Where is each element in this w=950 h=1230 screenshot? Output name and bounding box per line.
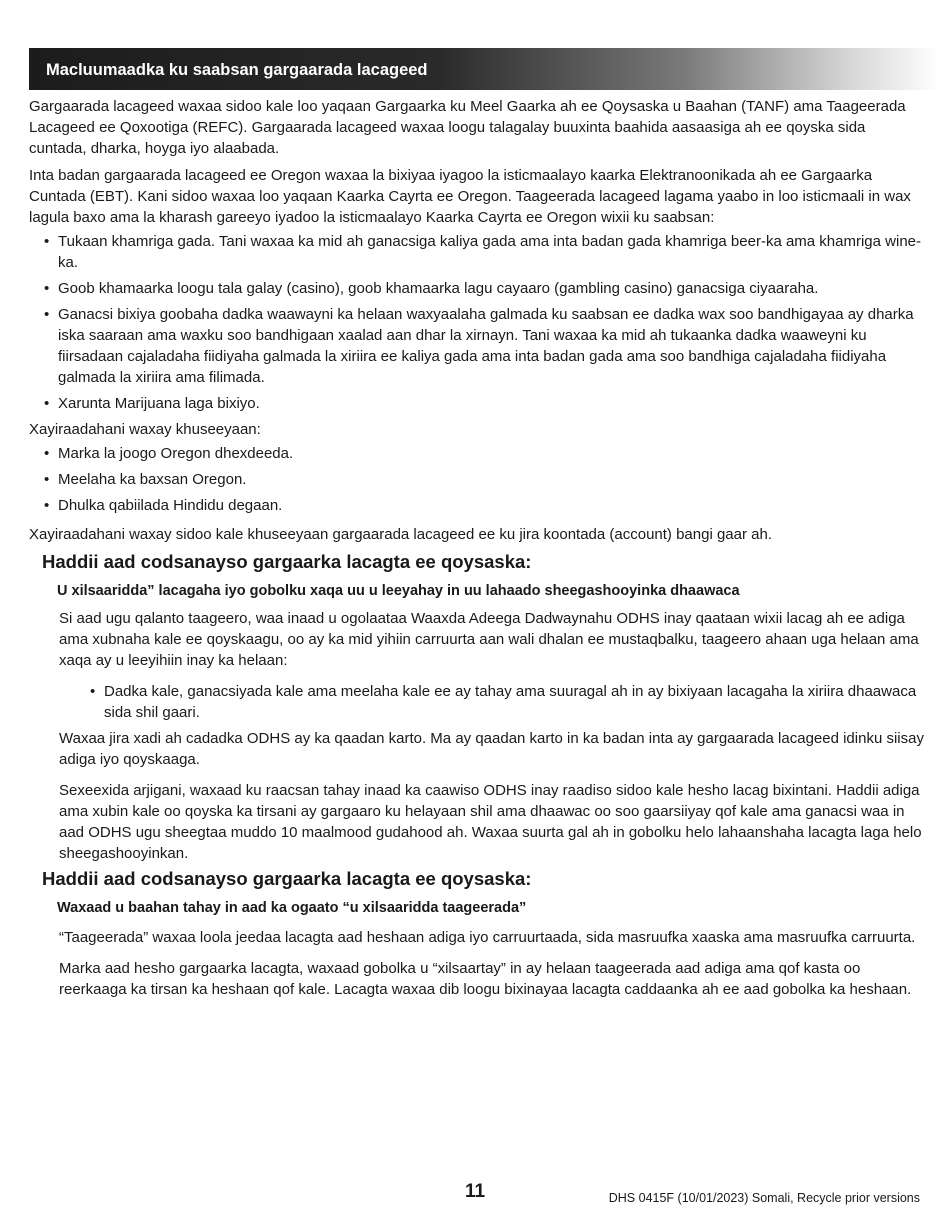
list-item: • Ganacsi bixiya goobaha dadka waawayni ka helaan waxyaalaha galmada ku saabsan ee dadka wax soo bandhigayaa ay dharka iska saaraan ama waxku soo bandhigaan xaalad aan dhar la xirnayn. Tani waxaa ka mid ah tukaanka dadka waaweyni ku fiirsadaan cajaladaha fiidiyaha galmada la xiriira ee kaliya gada ama inta badan gada ama soo bandhiga cajaladaha fiidiyaha galmada la xiriira ama filimada. (58, 304, 924, 388)
restricted-places-list (29, 231, 924, 414)
form-identifier: DHS 0415F (10/01/2023) Somali, Recycle prior versions (608, 1191, 920, 1205)
section-1-subheading: U xilsaaridda” lacagaha iyo gobolku xaqa uu u leeyahay in uu lahaado sheegashooyinka dhaawaca (57, 583, 740, 599)
list-item: • Xarunta Marijuana laga bixiyo. (58, 393, 924, 414)
list-item: • Meelaha ka baxsan Oregon. (58, 469, 924, 490)
list-item: • Dadka kale, ganacsiyada kale ama meelaha kale ee ay tahay ama suuragal ah in ay bixiyaan lacagaha la xiriira dhaawaca sida shil gaari. (104, 681, 924, 723)
section-1-heading: Haddii aad codsanayso gargaarka lacagta ee qoysaska: (42, 551, 532, 572)
intro-paragraph-2: Inta badan gargaarada lacageed ee Oregon waxaa la bixiyaa iyagoo la isticmaalayo kaarka Elektranoonikada ah ee Gargaarka Cuntada (EBT). Kani sidoo waxaa loo yaqaan Kaarka Cayrta ee Oregon. Taageerada lacageed lagama yaabo in loo isticmaali in wax lagula baxo ama la kharash gareeyo iyadoo la isticmaalayo Kaarka Cayrta ee Oregon wixii ku saabsan: (29, 167, 911, 226)
intro-paragraph-3: Xayiraadahani waxay khuseeyaan: (29, 421, 261, 438)
restriction-locations-list (29, 443, 924, 516)
section-1-body (59, 608, 924, 864)
section-banner (29, 48, 940, 90)
page-number: 11 (464, 1181, 486, 1202)
list-item: • Tukaan khamriga gada. Tani waxaa ka mid ah ganacsiga kaliya gada ama inta badan gada khamriga beer-ka ama khamriga wine-ka. (58, 231, 924, 273)
section-2-paragraph-1: “Taageerada” waxaa loola jeedaa lacagta aad heshaan adiga iyo carruurtaada, sida masruufka xaaska ama masruufka carruurta. (59, 929, 916, 946)
section-2-subheading: Waxaad u baahan tahay in aad ka ogaato “u xilsaaridda taageerada” (57, 900, 527, 916)
section-1-paragraph-1: Si aad ugu qalanto taageero, waa inaad u ogolaataa Waaxda Adeega Dadwaynahu ODHS inay qaataan wixii lacag ah ee adiga ama xubnaha kale ee qoyskaagu, oo ay ka mid yihiin carruurta aan wali dhalan ee mustaqbalku, taageero ahaan uga helaan ama xaqa ay u leeyihiin inay ka helaan: (59, 610, 919, 669)
list-item: • Goob khamaarka loogu tala galay (casino), goob khamaarka lagu cayaaro (gambling casino) ganacsiga ciyaaraha. (58, 278, 924, 299)
list-item: • Dhulka qabiilada Hindidu degaan. (58, 495, 924, 516)
intro-paragraph-4: Xayiraadahani waxay sidoo kale khuseeyaan gargaarada lacageed ee ku jira koontada (account) bangi gaar ah. (29, 526, 773, 543)
section-1-paragraph-2: Waxaa jira xadi ah cadadka ODHS ay ka qaadan karto. Ma ay qaadan karto in ka badan inta ay gargaarada lacageed idinku siisay adiga iyo qoyskaaga. (59, 730, 924, 768)
intro-paragraph-1: Gargaarada lacageed waxaa sidoo kale loo yaqaan Gargaarka ku Meel Gaarka ah ee Qoysaska u Baahan (TANF) ama Taageerada Lacageed ee Qoxootiga (REFC). Gargaarada lacageed waxaa loogu talagalay buuxinta baahida aasaasiga ah ee qoyska sida cuntada, dharka, hoyga iyo alaabada. (29, 98, 906, 157)
section-2-heading: Haddii aad codsanayso gargaarka lacagta ee qoysaska: (42, 868, 532, 889)
section-1-paragraph-3: Sexeexida arjigani, waxaad ku raacsan tahay inaad ka caawiso ODHS inay raadiso sidoo kale hesho lacag bixintani. Haddii adiga ama xubin kale oo qoyska ka tirsani ay gargaaro ku helayaan shil ama dhaawac oo soo gaarsiiyay qof kale ama ganacsi waa in aad ODHS ugu sheegtaa muddo 10 maalmood gudahood ah. Waxaa suurta gal ah in gobolku helo lahaanshaha lacagta laga helo sheegashooyinkan. (59, 782, 922, 862)
banner-title: Macluumaadka ku saabsan gargaarada lacageed (46, 61, 428, 79)
page-content (29, 96, 924, 1010)
section-2-paragraph-2: Marka aad hesho gargaarka lacagta, waxaad gobolka u “xilsaartay” in ay helaan taageerada aad adiga ama qof kasta oo reerkaaga ka tirsan ka heshaan qof kale. Lacagta waxaa dib loogu bixinayaa lacagta caddaanka ah ee aad gobolka ka heshaan. (59, 960, 912, 998)
section-1-list (59, 681, 924, 723)
section-2-body (59, 927, 924, 1000)
list-item: • Marka la joogo Oregon dhexdeeda. (58, 443, 924, 464)
